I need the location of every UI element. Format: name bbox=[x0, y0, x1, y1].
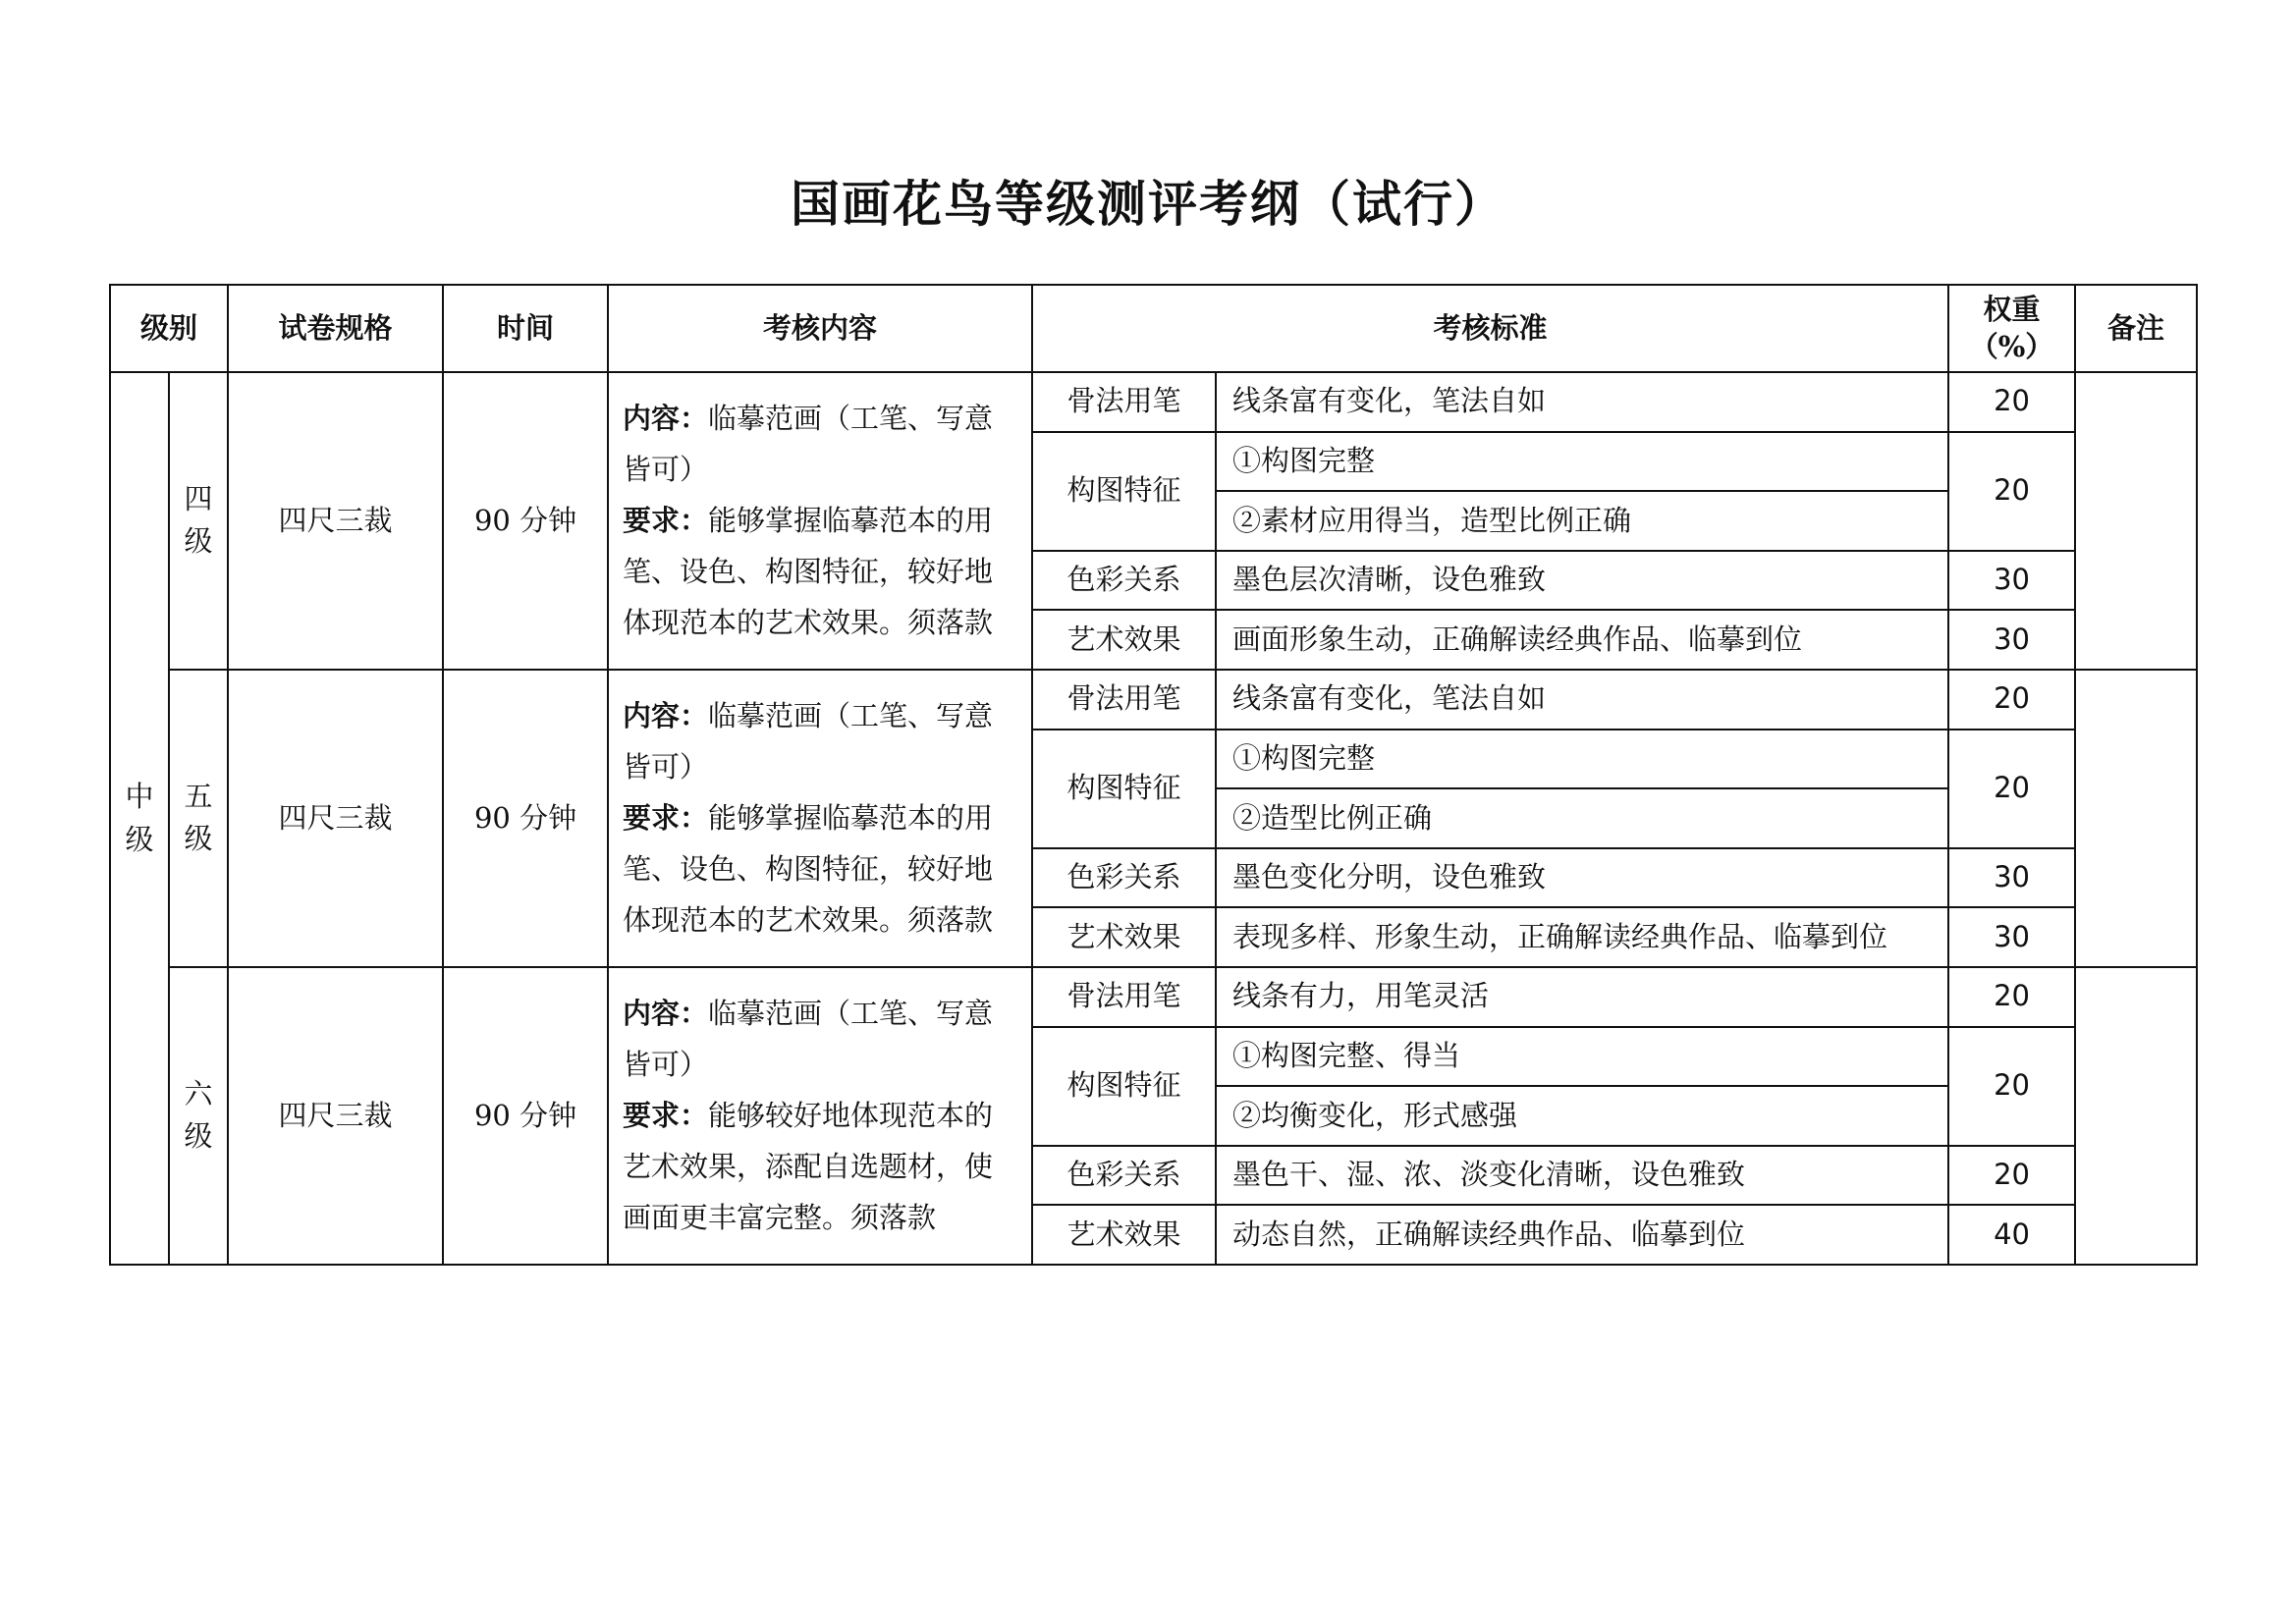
table-row bbox=[110, 967, 2197, 1027]
notes-cell bbox=[2075, 372, 2197, 670]
criterion-item: ②素材应用得当，造型比例正确 bbox=[1216, 491, 1948, 551]
criterion-weight: 20 bbox=[1948, 372, 2075, 432]
header-standard: 考核标准 bbox=[1032, 285, 1948, 372]
criterion-item: 线条富有变化，笔法自如 bbox=[1216, 670, 1948, 730]
criterion-item: ①构图完整 bbox=[1216, 432, 1948, 492]
content-cell bbox=[608, 670, 1032, 967]
criterion-weight: 20 bbox=[1948, 730, 2075, 848]
content-text: 临摹范画（工笔、写意皆可） bbox=[623, 699, 994, 784]
content-label: 内容： bbox=[623, 402, 709, 436]
spec-cell: 四尺三裁 bbox=[228, 967, 443, 1265]
criterion-weight: 20 bbox=[1948, 1027, 2075, 1146]
spec-cell: 四尺三裁 bbox=[228, 670, 443, 967]
criterion-category: 骨法用笔 bbox=[1032, 967, 1216, 1027]
requirement-text: 能够较好地体现范本的艺术效果，添配自选题材，使画面更丰富完整。须落款 bbox=[623, 1099, 994, 1235]
table-body bbox=[110, 372, 2197, 1265]
header-weight bbox=[1948, 285, 2075, 372]
content-label: 内容： bbox=[623, 997, 709, 1031]
criterion-category: 艺术效果 bbox=[1032, 610, 1216, 670]
criterion-category: 色彩关系 bbox=[1032, 551, 1216, 611]
table-row bbox=[110, 670, 2197, 730]
header-weight-line2: （%） bbox=[1969, 329, 2054, 363]
criterion-weight: 30 bbox=[1948, 551, 2075, 611]
header-row bbox=[110, 285, 2197, 372]
syllabus-table bbox=[109, 284, 2198, 1266]
header-spec: 试卷规格 bbox=[228, 285, 443, 372]
criterion-item: 画面形象生动，正确解读经典作品、临摹到位 bbox=[1216, 610, 1948, 670]
criterion-category: 色彩关系 bbox=[1032, 1146, 1216, 1206]
content-text: 临摹范画（工笔、写意皆可） bbox=[623, 402, 994, 487]
criterion-weight: 30 bbox=[1948, 610, 2075, 670]
requirement-label: 要求： bbox=[623, 504, 709, 538]
time-cell: 90 分钟 bbox=[443, 967, 608, 1265]
document-title: 国画花鸟等级测评考纲（试行） bbox=[791, 175, 1505, 233]
header-content: 考核内容 bbox=[608, 285, 1032, 372]
grade-cell bbox=[169, 670, 228, 967]
header-notes: 备注 bbox=[2075, 285, 2197, 372]
criterion-item: ②均衡变化，形式感强 bbox=[1216, 1086, 1948, 1146]
table-row bbox=[110, 372, 2197, 432]
criterion-weight: 20 bbox=[1948, 967, 2075, 1027]
criterion-weight: 20 bbox=[1948, 1146, 2075, 1206]
content-cell bbox=[608, 372, 1032, 670]
criterion-category: 骨法用笔 bbox=[1032, 670, 1216, 730]
criterion-category: 构图特征 bbox=[1032, 730, 1216, 848]
criterion-category: 骨法用笔 bbox=[1032, 372, 1216, 432]
criterion-item: 线条有力，用笔灵活 bbox=[1216, 967, 1948, 1027]
criterion-category: 艺术效果 bbox=[1032, 1205, 1216, 1265]
group-cell bbox=[110, 372, 169, 1265]
notes-cell bbox=[2075, 670, 2197, 967]
requirement-text: 能够掌握临摹范本的用笔、设色、构图特征，较好地体现范本的艺术效果。须落款 bbox=[623, 504, 994, 640]
content-text: 临摹范画（工笔、写意皆可） bbox=[623, 997, 994, 1082]
time-cell: 90 分钟 bbox=[443, 670, 608, 967]
content-cell bbox=[608, 967, 1032, 1265]
header-weight-line1: 权重 bbox=[1983, 292, 2041, 326]
criterion-item: 墨色干、湿、浓、淡变化清晰，设色雅致 bbox=[1216, 1146, 1948, 1206]
grade-label: 五级 bbox=[184, 779, 213, 856]
criterion-category: 艺术效果 bbox=[1032, 907, 1216, 967]
grade-cell bbox=[169, 372, 228, 670]
criterion-weight: 40 bbox=[1948, 1205, 2075, 1265]
header-level: 级别 bbox=[110, 285, 228, 372]
requirement-text: 能够掌握临摹范本的用笔、设色、构图特征，较好地体现范本的艺术效果。须落款 bbox=[623, 801, 994, 938]
criterion-weight: 30 bbox=[1948, 907, 2075, 967]
time-cell: 90 分钟 bbox=[443, 372, 608, 670]
requirement-label: 要求： bbox=[623, 1099, 709, 1133]
criterion-item: ①构图完整 bbox=[1216, 730, 1948, 789]
criterion-item: 墨色层次清晰，设色雅致 bbox=[1216, 551, 1948, 611]
group-label: 中级 bbox=[125, 780, 154, 856]
criterion-item: 表现多样、形象生动，正确解读经典作品、临摹到位 bbox=[1216, 907, 1948, 967]
grade-label: 六级 bbox=[184, 1076, 213, 1154]
criterion-item: ①构图完整、得当 bbox=[1216, 1027, 1948, 1087]
criterion-weight: 20 bbox=[1948, 670, 2075, 730]
criterion-item: 墨色变化分明，设色雅致 bbox=[1216, 848, 1948, 908]
criterion-category: 构图特征 bbox=[1032, 1027, 1216, 1146]
spec-cell: 四尺三裁 bbox=[228, 372, 443, 670]
header-time: 时间 bbox=[443, 285, 608, 372]
criterion-item: 动态自然，正确解读经典作品、临摹到位 bbox=[1216, 1205, 1948, 1265]
criterion-category: 色彩关系 bbox=[1032, 848, 1216, 908]
notes-cell bbox=[2075, 967, 2197, 1265]
criterion-item: ②造型比例正确 bbox=[1216, 788, 1948, 848]
content-label: 内容： bbox=[623, 699, 709, 733]
criterion-weight: 20 bbox=[1948, 432, 2075, 551]
criterion-item: 线条富有变化，笔法自如 bbox=[1216, 372, 1948, 432]
grade-cell bbox=[169, 967, 228, 1265]
requirement-label: 要求： bbox=[623, 801, 709, 836]
criterion-category: 构图特征 bbox=[1032, 432, 1216, 551]
criterion-weight: 30 bbox=[1948, 848, 2075, 908]
grade-label: 四级 bbox=[184, 481, 213, 559]
